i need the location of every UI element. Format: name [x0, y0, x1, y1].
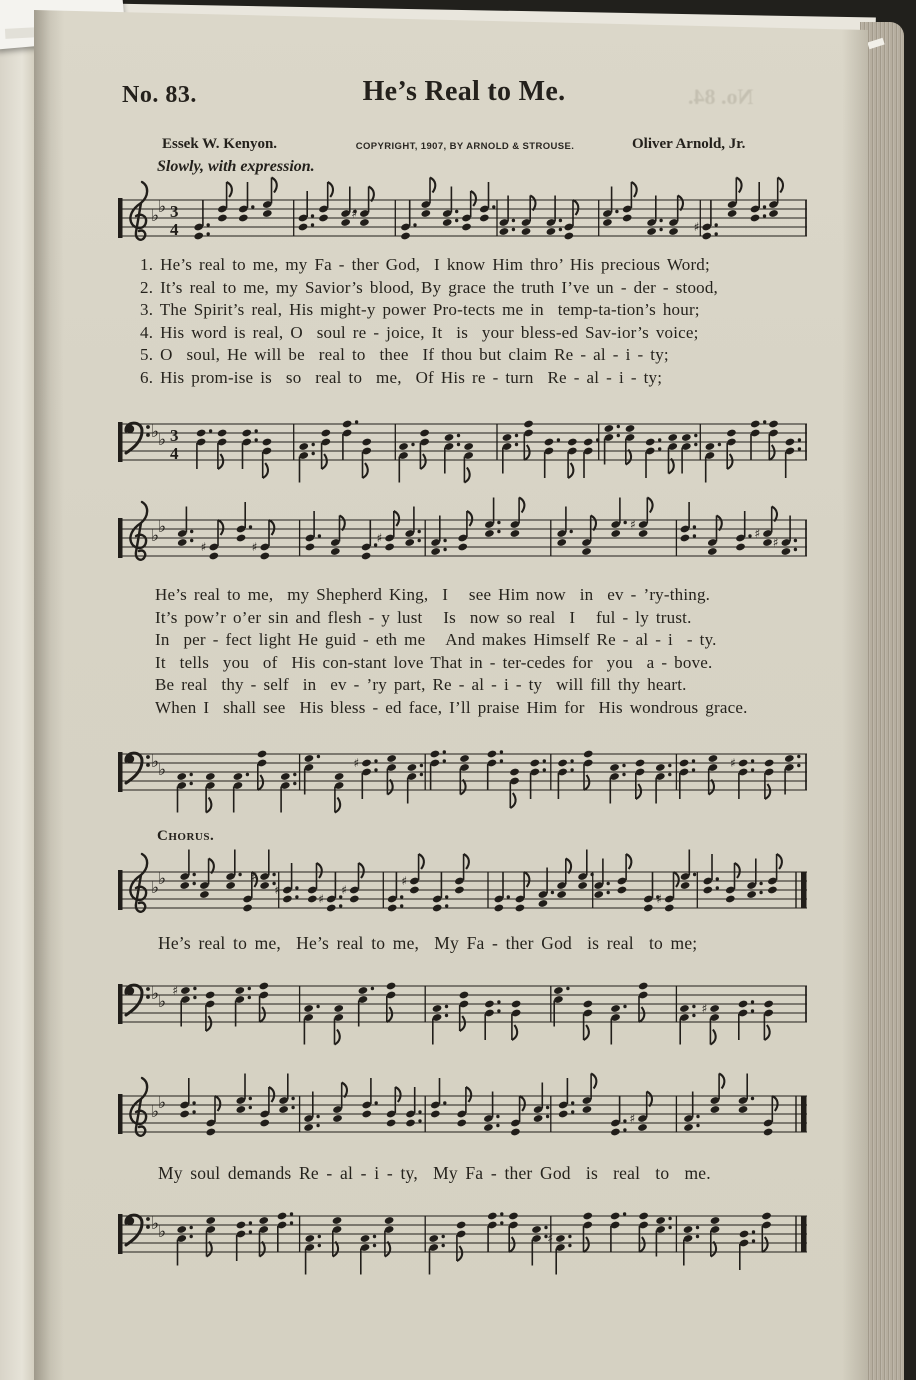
svg-text:♯: ♯: [730, 756, 736, 770]
composer-credit: Oliver Arnold, Jr.: [632, 136, 746, 152]
hymn-number: No. 83.: [122, 82, 197, 108]
svg-text:♯: ♯: [754, 526, 761, 541]
svg-text:♭: ♭: [158, 1222, 167, 1242]
svg-text:♯: ♯: [200, 540, 207, 554]
lyric-line: 6. His prom-ise is so real to me, Of His re - turn Re - al - i - ty;: [140, 367, 663, 387]
chorus-label: Chorus.: [157, 828, 215, 844]
lyric-line: Be real thy - self in ev - ’ry part, Re - al - i - ty will fill thy heart.: [155, 675, 687, 695]
verse-block: [140, 254, 816, 390]
svg-text:♯: ♯: [629, 1111, 636, 1126]
svg-text:3: 3: [170, 202, 179, 221]
svg-text:♯: ♯: [353, 756, 360, 770]
svg-text:♯: ♯: [401, 874, 408, 888]
svg-text:♯: ♯: [251, 540, 258, 554]
svg-text:♯: ♯: [630, 517, 636, 532]
second-lyric-block: [155, 584, 815, 720]
staff-treble-1: [118, 176, 808, 262]
staff-chorus-treble-2: [118, 1072, 808, 1158]
svg-text:♭: ♭: [158, 430, 167, 450]
gutter-shadow: [34, 6, 64, 1380]
svg-text:♯: ♯: [172, 983, 179, 998]
staff-treble-2: [118, 496, 808, 582]
lyric-line: 5. O soul, He will be real to thee If thou but claim Re - al - i - ty;: [140, 345, 669, 365]
bleedthrough-text: No. 84.: [688, 84, 754, 109]
svg-text:♯: ♯: [251, 869, 258, 884]
svg-text:4: 4: [170, 444, 179, 463]
svg-text:♯: ♯: [772, 535, 779, 550]
svg-text:♯: ♯: [656, 892, 663, 906]
svg-text:♭: ♭: [158, 1093, 167, 1113]
chorus-lyric-line-2: My soul demands Re - al - i - ty, My Fa - ther God is real to me.: [158, 1163, 711, 1183]
copyright-notice: COPYRIGHT, 1907, BY ARNOLD & STROUSE.: [355, 141, 575, 152]
svg-text:♯: ♯: [693, 220, 700, 234]
svg-text:♯: ♯: [376, 531, 383, 545]
svg-text:♭: ♭: [158, 517, 167, 537]
staff-chorus-bass-2: [118, 1192, 808, 1278]
staff-bass-1: [118, 400, 808, 486]
lyric-line: It tells you of His con-stant love That in - ter-cedes for you a - bove.: [155, 652, 713, 672]
fore-edge-shade: [842, 6, 868, 1380]
svg-text:4: 4: [170, 220, 179, 239]
svg-text:♭: ♭: [151, 422, 160, 442]
lyric-line: He’s real to me, my Shepherd King, I see Him now in ev - ’ry-thing.: [155, 585, 711, 604]
svg-text:♯: ♯: [341, 883, 348, 897]
lyric-line: 1. He’s real to me, my Fa - ther God, I know Him thro’ His precious Word;: [140, 255, 710, 274]
chorus-lyric-line-1: He’s real to me, He’s real to me, My Fa - ther God is real to me;: [158, 933, 698, 953]
svg-text:♭: ♭: [158, 869, 167, 889]
lyric-line: 4. His word is real, O soul re - joice, It is your bless-ed Sav-ior’s voice;: [140, 322, 699, 342]
lyric-line: 3. The Spirit’s real, His might-y power Pro-tects me in temp-ta-tion’s hour;: [140, 300, 700, 320]
svg-text:♭: ♭: [151, 1102, 160, 1122]
lyric-line: It’s pow’r o’er sin and flesh - y lust Is now so real I ful - ly trust.: [155, 607, 692, 627]
svg-text:♭: ♭: [151, 878, 160, 898]
lyric-line: 2. It’s real to me, my Savior’s blood, By grace the truth I’ve un - der - stood,: [140, 277, 718, 297]
svg-text:♯: ♯: [318, 892, 325, 906]
svg-text:♭: ♭: [158, 992, 167, 1012]
lyric-line: In per - fect light He guid - eth me And makes Himself Re - al - i - ty.: [155, 630, 717, 650]
svg-text:♭: ♭: [151, 984, 160, 1004]
svg-text:♭: ♭: [151, 1214, 160, 1234]
tempo-marking: Slowly, with expression.: [157, 158, 315, 175]
svg-text:♭: ♭: [151, 206, 160, 226]
svg-text:♭: ♭: [151, 752, 160, 772]
hymn-title: He’s Real to Me.: [362, 76, 566, 107]
staff-chorus-bass-1: [118, 962, 808, 1048]
svg-text:3: 3: [170, 426, 179, 445]
svg-text:♭: ♭: [151, 526, 160, 546]
svg-text:♯: ♯: [547, 1231, 554, 1246]
staff-bass-2: [118, 730, 808, 816]
svg-text:♭: ♭: [158, 197, 167, 217]
svg-text:♯: ♯: [701, 1001, 708, 1016]
staff-chorus-treble-1: [118, 848, 808, 934]
lyricist-credit: Essek W. Kenyon.: [162, 136, 278, 152]
svg-text:♭: ♭: [158, 760, 167, 780]
svg-text:♯: ♯: [351, 206, 358, 221]
lyric-line: When I shall see His bless - ed face, I’ll praise Him for His wondrous grace.: [155, 697, 748, 717]
svg-text:♯: ♯: [274, 883, 281, 897]
